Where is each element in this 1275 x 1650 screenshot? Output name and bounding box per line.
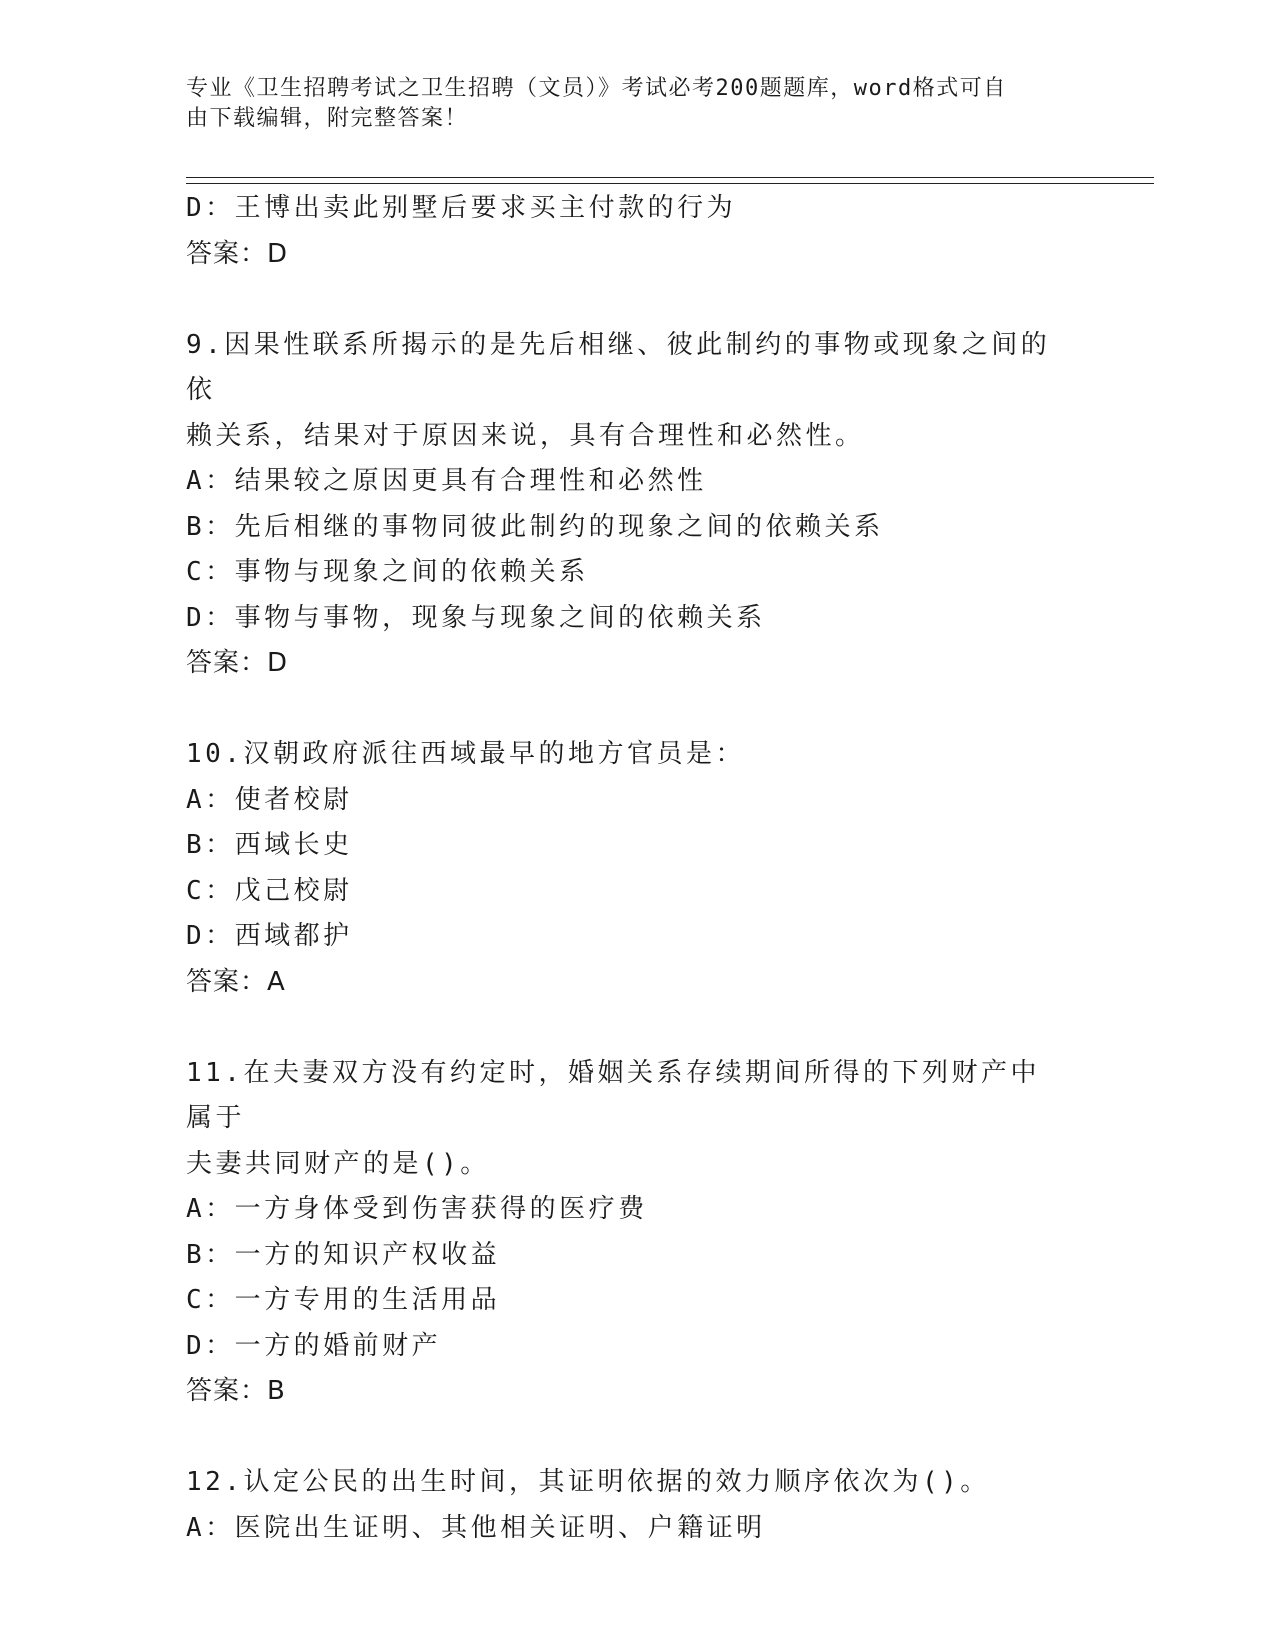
question-text-line: 10.汉朝政府派往西域最早的地方官员是：: [186, 739, 745, 769]
question-8-tail: [186, 186, 1086, 277]
option-b: B：一方的知识产权收益: [186, 1239, 501, 1270]
answer-label: 答案：: [186, 1376, 268, 1406]
option-c: C：一方专用的生活用品: [186, 1285, 501, 1315]
option-d: D：一方的婚前财产: [186, 1330, 442, 1361]
question-text-line: 夫妻共同财产的是()。: [186, 1148, 490, 1179]
option-a: A：一方身体受到伤害获得的医疗费: [186, 1194, 648, 1224]
option-b: B：先后相继的事物同彼此制约的现象之间的依赖关系: [186, 511, 884, 542]
option-d: D：事物与事物，现象与现象之间的依赖关系: [186, 602, 766, 633]
option-a: A：医院出生证明、其他相关证明、户籍证明: [186, 1512, 766, 1543]
question-text-line: 9.因果性联系所揭示的是先后相继、彼此制约的事物或现象之间的依: [186, 329, 1051, 405]
answer-line: [186, 960, 1086, 1006]
spacer: [186, 277, 1086, 323]
question-9: [186, 323, 1086, 687]
question-text-line: 11.在夫妻双方没有约定时，婚姻关系存续期间所得的下列财产中属于: [186, 1057, 1040, 1133]
option-d: D：王博出卖此别墅后要求买主付款的行为: [186, 193, 737, 223]
answer-value: A: [267, 966, 286, 997]
answer-value: D: [267, 648, 289, 678]
question-10: [186, 732, 1086, 1005]
option-d: D：西域都护: [186, 921, 353, 951]
option-a: A：结果较之原因更具有合理性和必然性: [186, 466, 707, 496]
spacer: [186, 1005, 1086, 1051]
option-b: B：西域长史: [186, 830, 353, 860]
document-body: [186, 186, 1086, 1551]
answer-line: [186, 1369, 1086, 1415]
option-a: A：使者校尉: [186, 784, 353, 815]
answer-label: 答案：: [186, 966, 268, 997]
header-line-2: 由下载编辑，附完整答案！: [186, 106, 469, 131]
answer-label: 答案：: [186, 238, 268, 269]
answer-value: D: [267, 238, 289, 269]
question-11: [186, 1051, 1086, 1415]
spacer: [186, 687, 1086, 733]
answer-line: [186, 232, 1086, 278]
document-header: [186, 74, 1066, 134]
question-text-line: 12.认定公民的出生时间，其证明依据的效力顺序依次为()。: [186, 1467, 990, 1497]
question-12: [186, 1460, 1086, 1551]
header-line-1: 专业《卫生招聘考试之卫生招聘（文员）》考试必考200题题库，word格式可自: [186, 76, 1007, 101]
header-rule-bottom: [186, 183, 1154, 184]
option-c: C：事物与现象之间的依赖关系: [186, 557, 589, 587]
answer-value: B: [267, 1376, 286, 1406]
header-rule-top: [186, 177, 1154, 178]
question-text-line: 赖关系，结果对于原因来说，具有合理性和必然性。: [186, 420, 865, 451]
option-c: C：戊己校尉: [186, 875, 353, 906]
answer-line: [186, 641, 1086, 687]
answer-label: 答案：: [186, 648, 268, 678]
spacer: [186, 1415, 1086, 1461]
